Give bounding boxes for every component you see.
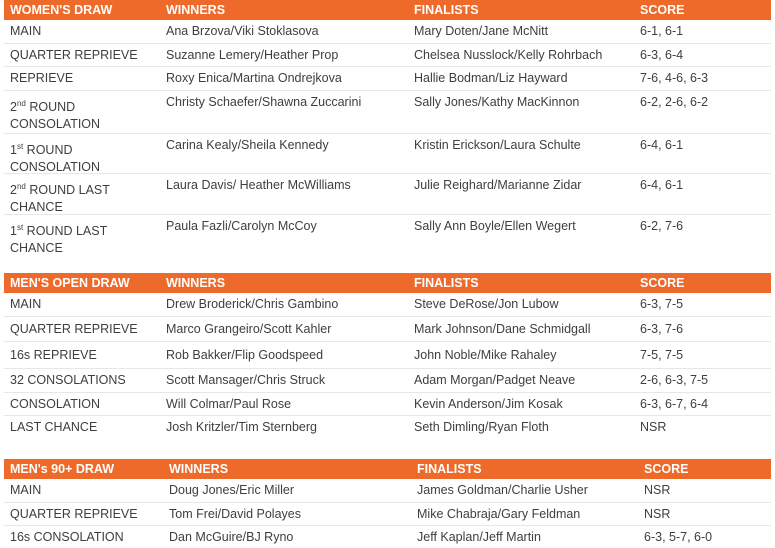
mens-open-draw-header xyxy=(4,273,771,293)
table-row xyxy=(4,20,771,44)
winners-cell: Paula Fazli/Carolyn McCoy xyxy=(166,219,317,233)
score-header: SCORE xyxy=(640,3,685,17)
winners-header: WINNERS xyxy=(166,276,226,290)
event-name: QUARTER REPRIEVE xyxy=(10,48,138,62)
mens-open-draw-table xyxy=(4,273,771,440)
score-cell: 6-3, 6-7, 6-4 xyxy=(640,397,709,411)
event-name: REPRIEVE xyxy=(10,71,74,85)
score-header: SCORE xyxy=(644,462,689,476)
winners-cell: Doug Jones/Eric Miller xyxy=(169,483,295,497)
table-row xyxy=(4,393,771,416)
finalists-cell: Julie Reighard/Marianne Zidar xyxy=(414,178,582,192)
table-row xyxy=(4,503,771,526)
event-name: 2nd ROUND LAST CHANCE xyxy=(10,182,110,215)
event-name: QUARTER REPRIEVE xyxy=(10,322,138,336)
finalists-cell: Mike Chabraja/Gary Feldman xyxy=(417,507,581,521)
event-name: 16s REPRIEVE xyxy=(10,348,97,362)
winners-cell: Suzanne Lemery/Heather Prop xyxy=(166,48,339,62)
finalists-header: FINALISTS xyxy=(414,3,479,17)
winners-cell: Josh Kritzler/Tim Sternberg xyxy=(166,420,317,434)
mens-90-draw-table xyxy=(4,459,771,548)
score-cell: 6-1, 6-1 xyxy=(640,24,684,38)
finalists-cell: Jeff Kaplan/Jeff Martin xyxy=(417,530,541,544)
score-cell: 6-2, 2-6, 6-2 xyxy=(640,95,709,109)
event-name: LAST CHANCE xyxy=(10,420,98,434)
winners-cell: Will Colmar/Paul Rose xyxy=(166,397,292,411)
score-cell: 7-6, 4-6, 6-3 xyxy=(640,71,709,85)
table-row xyxy=(4,134,771,174)
event-header: MEN's 90+ DRAW xyxy=(10,462,115,476)
finalists-cell: Steve DeRose/Jon Lubow xyxy=(414,297,559,311)
finalists-cell: Adam Morgan/Padget Neave xyxy=(414,373,576,387)
score-cell: 6-3, 7-6 xyxy=(640,322,684,336)
score-cell: 6-3, 7-5 xyxy=(640,297,684,311)
table-row xyxy=(4,479,771,503)
winners-cell: Drew Broderick/Chris Gambino xyxy=(166,297,339,311)
winners-header: WINNERS xyxy=(166,3,226,17)
table-row xyxy=(4,342,771,369)
event-name: 32 CONSOLATIONS xyxy=(10,373,126,387)
finalists-header: FINALISTS xyxy=(414,276,479,290)
winners-cell: Ana Brzova/Viki Stoklasova xyxy=(166,24,319,38)
event-name: 1st ROUND LAST CHANCE xyxy=(10,223,108,256)
score-cell: 6-3, 6-4 xyxy=(640,48,684,62)
finalists-cell: Mary Doten/Jane McNitt xyxy=(414,24,549,38)
winners-cell: Scott Mansager/Chris Struck xyxy=(166,373,326,387)
table-row xyxy=(4,215,771,255)
event-name: 2nd ROUND CONSOLATION xyxy=(10,99,101,132)
table-row xyxy=(4,293,771,317)
event-header: WOMEN'S DRAW xyxy=(10,3,113,17)
table-row xyxy=(4,91,771,134)
womens-draw-header xyxy=(4,0,771,20)
event-name: CONSOLATION xyxy=(10,397,101,411)
finalists-cell: Hallie Bodman/Liz Hayward xyxy=(414,71,568,85)
score-cell: 6-2, 7-6 xyxy=(640,219,684,233)
table-row xyxy=(4,174,771,215)
winners-cell: Tom Frei/David Polayes xyxy=(169,507,301,521)
winners-cell: Carina Kealy/Sheila Kennedy xyxy=(166,138,329,152)
event-name: QUARTER REPRIEVE xyxy=(10,507,138,521)
winners-cell: Roxy Enica/Martina Ondrejkova xyxy=(166,71,342,85)
table-row xyxy=(4,317,771,342)
score-header: SCORE xyxy=(640,276,685,290)
score-cell: NSR xyxy=(640,420,667,434)
event-header: MEN'S OPEN DRAW xyxy=(10,276,130,290)
score-cell: 7-5, 7-5 xyxy=(640,348,684,362)
mens-90-draw-header xyxy=(4,459,771,479)
event-name: 16s CONSOLATION xyxy=(10,530,124,544)
score-cell: NSR xyxy=(644,483,671,497)
finalists-cell: Chelsea Nusslock/Kelly Rohrbach xyxy=(414,48,603,62)
winners-cell: Dan McGuire/BJ Ryno xyxy=(169,530,294,544)
score-cell: NSR xyxy=(644,507,671,521)
winners-cell: Rob Bakker/Flip Goodspeed xyxy=(166,348,324,362)
score-cell: 6-4, 6-1 xyxy=(640,138,684,152)
winners-header: WINNERS xyxy=(169,462,229,476)
womens-draw-table xyxy=(4,0,771,255)
finalists-cell: Seth Dimling/Ryan Floth xyxy=(414,420,549,434)
finalists-cell: Kristin Erickson/Laura Schulte xyxy=(414,138,581,152)
event-name: MAIN xyxy=(10,297,42,311)
table-row xyxy=(4,526,771,548)
finalists-cell: James Goldman/Charlie Usher xyxy=(417,483,588,497)
score-cell: 6-3, 5-7, 6-0 xyxy=(644,530,713,544)
winners-cell: Marco Grangeiro/Scott Kahler xyxy=(166,322,332,336)
event-name: MAIN xyxy=(10,24,42,38)
finalists-cell: Sally Ann Boyle/Ellen Wegert xyxy=(414,219,576,233)
winners-cell: Laura Davis/ Heather McWilliams xyxy=(166,178,351,192)
table-row xyxy=(4,44,771,67)
table-row xyxy=(4,67,771,91)
finalists-header: FINALISTS xyxy=(417,462,482,476)
table-row xyxy=(4,369,771,393)
table-row xyxy=(4,416,771,440)
finalists-cell: Kevin Anderson/Jim Kosak xyxy=(414,397,563,411)
score-cell: 2-6, 6-3, 7-5 xyxy=(640,373,709,387)
winners-cell: Christy Schaefer/Shawna Zuccarini xyxy=(166,95,362,109)
finalists-cell: John Noble/Mike Rahaley xyxy=(414,348,557,362)
score-cell: 6-4, 6-1 xyxy=(640,178,684,192)
finalists-cell: Sally Jones/Kathy MacKinnon xyxy=(414,95,580,109)
finalists-cell: Mark Johnson/Dane Schmidgall xyxy=(414,322,591,336)
event-name: 1st ROUND CONSOLATION xyxy=(10,142,101,175)
event-name: MAIN xyxy=(10,483,42,497)
